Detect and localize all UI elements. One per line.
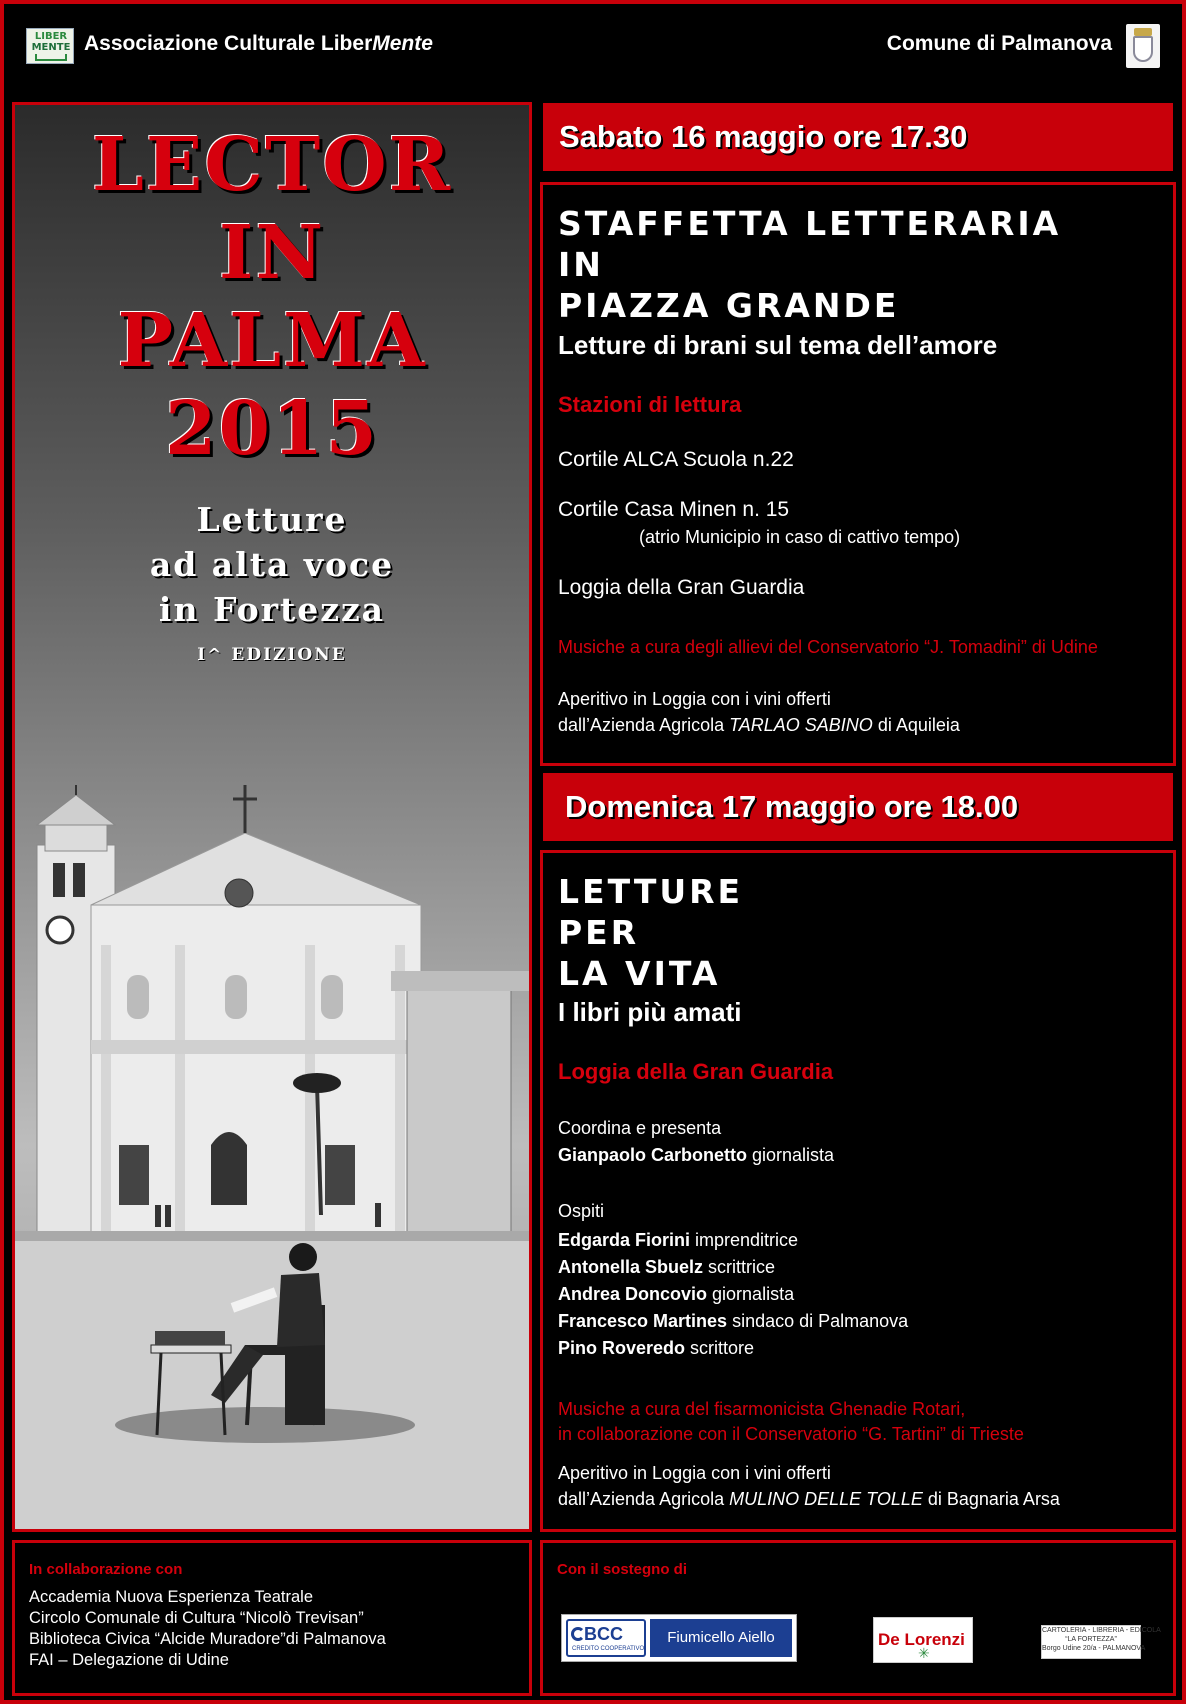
delorenzi-sponsor-logo: De Lorenzi ✳ bbox=[873, 1617, 973, 1663]
event1-subtitle: Letture di brani sul tema dell’amore bbox=[558, 330, 998, 360]
sponsor-box bbox=[540, 1540, 1176, 1696]
header bbox=[26, 22, 1160, 72]
guest-item: Antonella Sbuelz scrittrice bbox=[558, 1257, 776, 1277]
event2-aperitivo-line1: Aperitivo in Loggia con i vini offerti bbox=[558, 1463, 831, 1483]
poster-panel bbox=[12, 102, 532, 1532]
collaborator-list bbox=[29, 1587, 386, 1671]
star-icon: ✳ bbox=[918, 1645, 930, 1661]
book-icon bbox=[35, 54, 67, 61]
station-2-note: (atrio Municipio in caso di cattivo tempo) bbox=[639, 527, 961, 547]
poster-title: LECTOR IN PALMA 2015 bbox=[91, 122, 453, 472]
association-name: Associazione Culturale LiberMente bbox=[84, 32, 433, 55]
bcc-mark: BCC CREDITO COOPERATIVO bbox=[566, 1619, 646, 1657]
event2-music: Musiche a cura del fisarmonicista Ghenadie Rotari, in collaborazione con il Conservatorio “G. Tartini” di Trieste bbox=[558, 1399, 1024, 1444]
coordina-label: Coordina e presenta bbox=[558, 1118, 722, 1138]
event2-location: Loggia della Gran Guardia bbox=[558, 1059, 834, 1084]
guest-item: Francesco Martines sindaco di Palmanova bbox=[558, 1311, 909, 1331]
guest-item: Edgarda Fiorini imprenditrice bbox=[558, 1230, 799, 1250]
bcc-ring-icon bbox=[571, 1627, 585, 1641]
station-2: Cortile Casa Minen n. 15 bbox=[558, 498, 790, 521]
host-line: Gianpaolo Carbonetto giornalista bbox=[558, 1145, 835, 1165]
event1-title: STAFFETTA LETTERARIA IN PIAZZA GRANDE bbox=[558, 204, 1062, 325]
guest-item: Andrea Doncovio giornalista bbox=[558, 1284, 795, 1304]
event2-box bbox=[540, 850, 1176, 1532]
collab-heading: In collaborazione con bbox=[29, 1561, 183, 1578]
collaborator-item: FAI – Delegazione di Udine bbox=[29, 1651, 229, 1669]
support-heading: Con il sostegno di bbox=[557, 1561, 687, 1578]
event1-music: Musiche a cura degli allievi del Conservatorio “J. Tomadini” di Udine bbox=[558, 637, 1098, 657]
station-1: Cortile ALCA Scuola n.22 bbox=[558, 448, 794, 471]
event1-aperitivo-line2: dall’Azienda Agricola TARLAO SABINO di Aquileia bbox=[558, 715, 960, 735]
comune-name: Comune di Palmanova bbox=[886, 32, 1112, 55]
guest-item: Pino Roveredo scrittore bbox=[558, 1338, 755, 1358]
bcc-sponsor-logo bbox=[561, 1614, 797, 1662]
stations-heading: Stazioni di lettura bbox=[558, 392, 742, 417]
edition-label: I^ EDIZIONE bbox=[197, 645, 347, 665]
event2-title: LETTURE PER LA VITA bbox=[558, 872, 744, 993]
cartoleria-sponsor-logo: CARTOLERIA - LIBRERIA - EDICOLA “LA FORTEZZA” Borgo Udine 20/a - PALMANOVA bbox=[1041, 1625, 1141, 1659]
guest-list bbox=[558, 1227, 908, 1362]
collaboration-box bbox=[12, 1540, 532, 1696]
collaborator-item: Accademia Nuova Esperienza Teatrale bbox=[29, 1588, 314, 1606]
poster-subtitle: Letture ad alta voce in Fortezza bbox=[149, 500, 395, 629]
ospiti-label: Ospiti bbox=[558, 1201, 605, 1221]
palmanova-crest-icon bbox=[1126, 24, 1160, 68]
event2-date-bar: Domenica 17 maggio ore 18.00 bbox=[540, 770, 1176, 844]
collaborator-item: Circolo Comunale di Cultura “Nicolò Trevisan” bbox=[29, 1609, 364, 1627]
cathedral-photo bbox=[15, 785, 529, 1532]
collaborator-item: Biblioteca Civica “Alcide Muradore”di Palmanova bbox=[29, 1630, 386, 1648]
bcc-sponsor-name: Fiumicello Aiello bbox=[650, 1619, 792, 1657]
libermente-logo: LIBER MENTE bbox=[26, 28, 74, 64]
event1-box bbox=[540, 182, 1176, 766]
event1-date-bar: Sabato 16 maggio ore 17.30 bbox=[540, 100, 1176, 174]
event2-subtitle: I libri più amati bbox=[558, 997, 742, 1027]
event1-aperitivo-line1: Aperitivo in Loggia con i vini offerti bbox=[558, 689, 831, 709]
station-3: Loggia della Gran Guardia bbox=[558, 576, 805, 599]
event2-aperitivo-line2: dall’Azienda Agricola MULINO DELLE TOLLE di Bagnaria Arsa bbox=[558, 1489, 1060, 1509]
